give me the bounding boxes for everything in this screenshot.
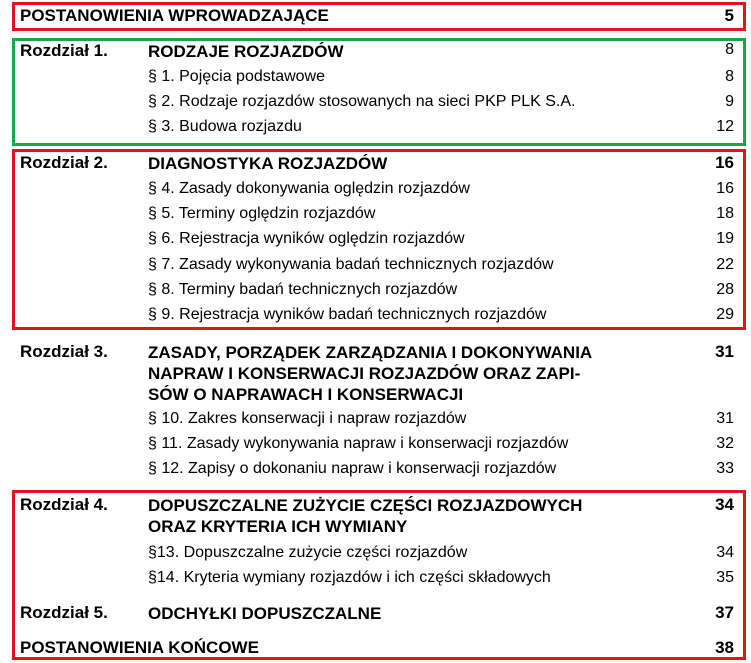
section-page: 12 — [716, 118, 734, 135]
section-title: § 12. Zapisy o dokonaniu napraw i konserwacji rozjazdów — [148, 460, 557, 477]
section-page: 35 — [716, 569, 734, 586]
section-title: § 6. Rejestracja wyników oględzin rozjazdów — [148, 230, 465, 247]
chapter-page: 8 — [725, 41, 734, 58]
chapter-title-line: ORAZ KRYTERIA ICH WYMIANY — [148, 517, 408, 536]
chapter-title: DIAGNOSTYKA ROZJAZDÓW — [148, 154, 388, 173]
chapter-label: Rozdział 2. — [20, 153, 108, 172]
section-page: 22 — [716, 256, 734, 273]
toc-row-section[interactable] — [0, 281, 751, 305]
toc-row-section[interactable] — [0, 180, 751, 204]
intro-title: POSTANOWIENIA WPROWADZAJĄCE — [20, 6, 329, 25]
toc-row-chapter-2[interactable] — [0, 153, 751, 177]
toc-row-section[interactable] — [0, 118, 751, 142]
section-title: § 2. Rodzaje rozjazdów stosowanych na sieci PKP PLK S.A. — [148, 93, 576, 110]
section-page: 34 — [716, 544, 734, 561]
final-title: POSTANOWIENIA KOŃCOWE — [20, 638, 259, 657]
toc-row-section[interactable] — [0, 410, 751, 434]
section-page: 16 — [716, 180, 734, 197]
section-title: § 7. Zasady wykonywania badań technicznych rozjazdów — [148, 256, 554, 273]
section-page: 18 — [716, 205, 734, 222]
chapter-page: 34 — [715, 495, 734, 514]
chapter-title — [148, 495, 582, 537]
chapter-label: Rozdział 5. — [20, 603, 108, 622]
chapter-page: 16 — [715, 153, 734, 172]
chapter-title-line: ZASADY, PORZĄDEK ZARZĄDZANIA I DOKONYWANIA — [148, 343, 593, 362]
section-page: 33 — [716, 460, 734, 477]
section-page: 9 — [725, 93, 734, 110]
section-title: § 9. Rejestracja wyników badań technicznych rozjazdów — [148, 306, 547, 323]
chapter-label: Rozdział 1. — [20, 41, 108, 60]
toc-row-chapter-1[interactable] — [0, 41, 751, 65]
section-title: §13. Dopuszczalne zużycie części rozjazdów — [148, 544, 468, 561]
section-page: 8 — [725, 68, 734, 85]
section-page: 28 — [716, 281, 734, 298]
chapter-title-line: SÓW O NAPRAWACH I KONSERWACJI — [148, 385, 464, 404]
section-title: § 10. Zakres konserwacji i napraw rozjazdów — [148, 410, 467, 427]
section-page: 19 — [716, 230, 734, 247]
toc-row-section[interactable] — [0, 205, 751, 229]
chapter-title: ODCHYŁKI DOPUSZCZALNE — [148, 604, 382, 623]
chapter-title-line: DOPUSZCZALNE ZUŻYCIE CZĘŚCI ROZJAZDOWYCH — [148, 496, 583, 515]
toc-row-chapter-4[interactable] — [0, 495, 751, 539]
toc-row-chapter-3[interactable] — [0, 342, 751, 406]
toc-row-section[interactable] — [0, 569, 751, 593]
toc-row-section[interactable] — [0, 460, 751, 484]
section-page: 32 — [716, 435, 734, 452]
section-title: § 4. Zasady dokonywania oględzin rozjazdów — [148, 180, 470, 197]
intro-page: 5 — [724, 6, 734, 25]
section-title: § 5. Terminy oględzin rozjazdów — [148, 205, 376, 222]
toc-row-section[interactable] — [0, 435, 751, 459]
toc-row-section[interactable] — [0, 68, 751, 92]
chapter-title-line: NAPRAW I KONSERWACJI ROZJAZDÓW ORAZ ZAPI- — [148, 364, 581, 383]
final-page: 38 — [715, 638, 734, 657]
toc-row-intro[interactable] — [0, 6, 751, 30]
section-title: §14. Kryteria wymiany rozjazdów i ich części składowych — [148, 569, 551, 586]
toc-row-section[interactable] — [0, 256, 751, 280]
toc-row-final[interactable] — [0, 638, 751, 662]
section-title: § 8. Terminy badań technicznych rozjazdów — [148, 281, 458, 298]
chapter-page: 31 — [715, 342, 734, 361]
toc-row-section[interactable] — [0, 230, 751, 254]
section-page: 29 — [716, 306, 734, 323]
toc-row-chapter-5[interactable] — [0, 603, 751, 627]
chapter-title — [148, 342, 592, 405]
chapter-label: Rozdział 3. — [20, 342, 108, 361]
chapter-title: RODZAJE ROZJAZDÓW — [148, 42, 344, 61]
chapter-label: Rozdział 4. — [20, 495, 108, 514]
toc-row-section[interactable] — [0, 544, 751, 568]
section-page: 31 — [716, 410, 734, 427]
section-title: § 3. Budowa rozjazdu — [148, 118, 302, 135]
section-title: § 11. Zasady wykonywania napraw i konserwacji rozjazdów — [148, 435, 569, 452]
chapter-page: 37 — [715, 603, 734, 622]
section-title: § 1. Pojęcia podstawowe — [148, 68, 325, 85]
toc-row-section[interactable] — [0, 306, 751, 330]
toc-row-section[interactable] — [0, 93, 751, 117]
